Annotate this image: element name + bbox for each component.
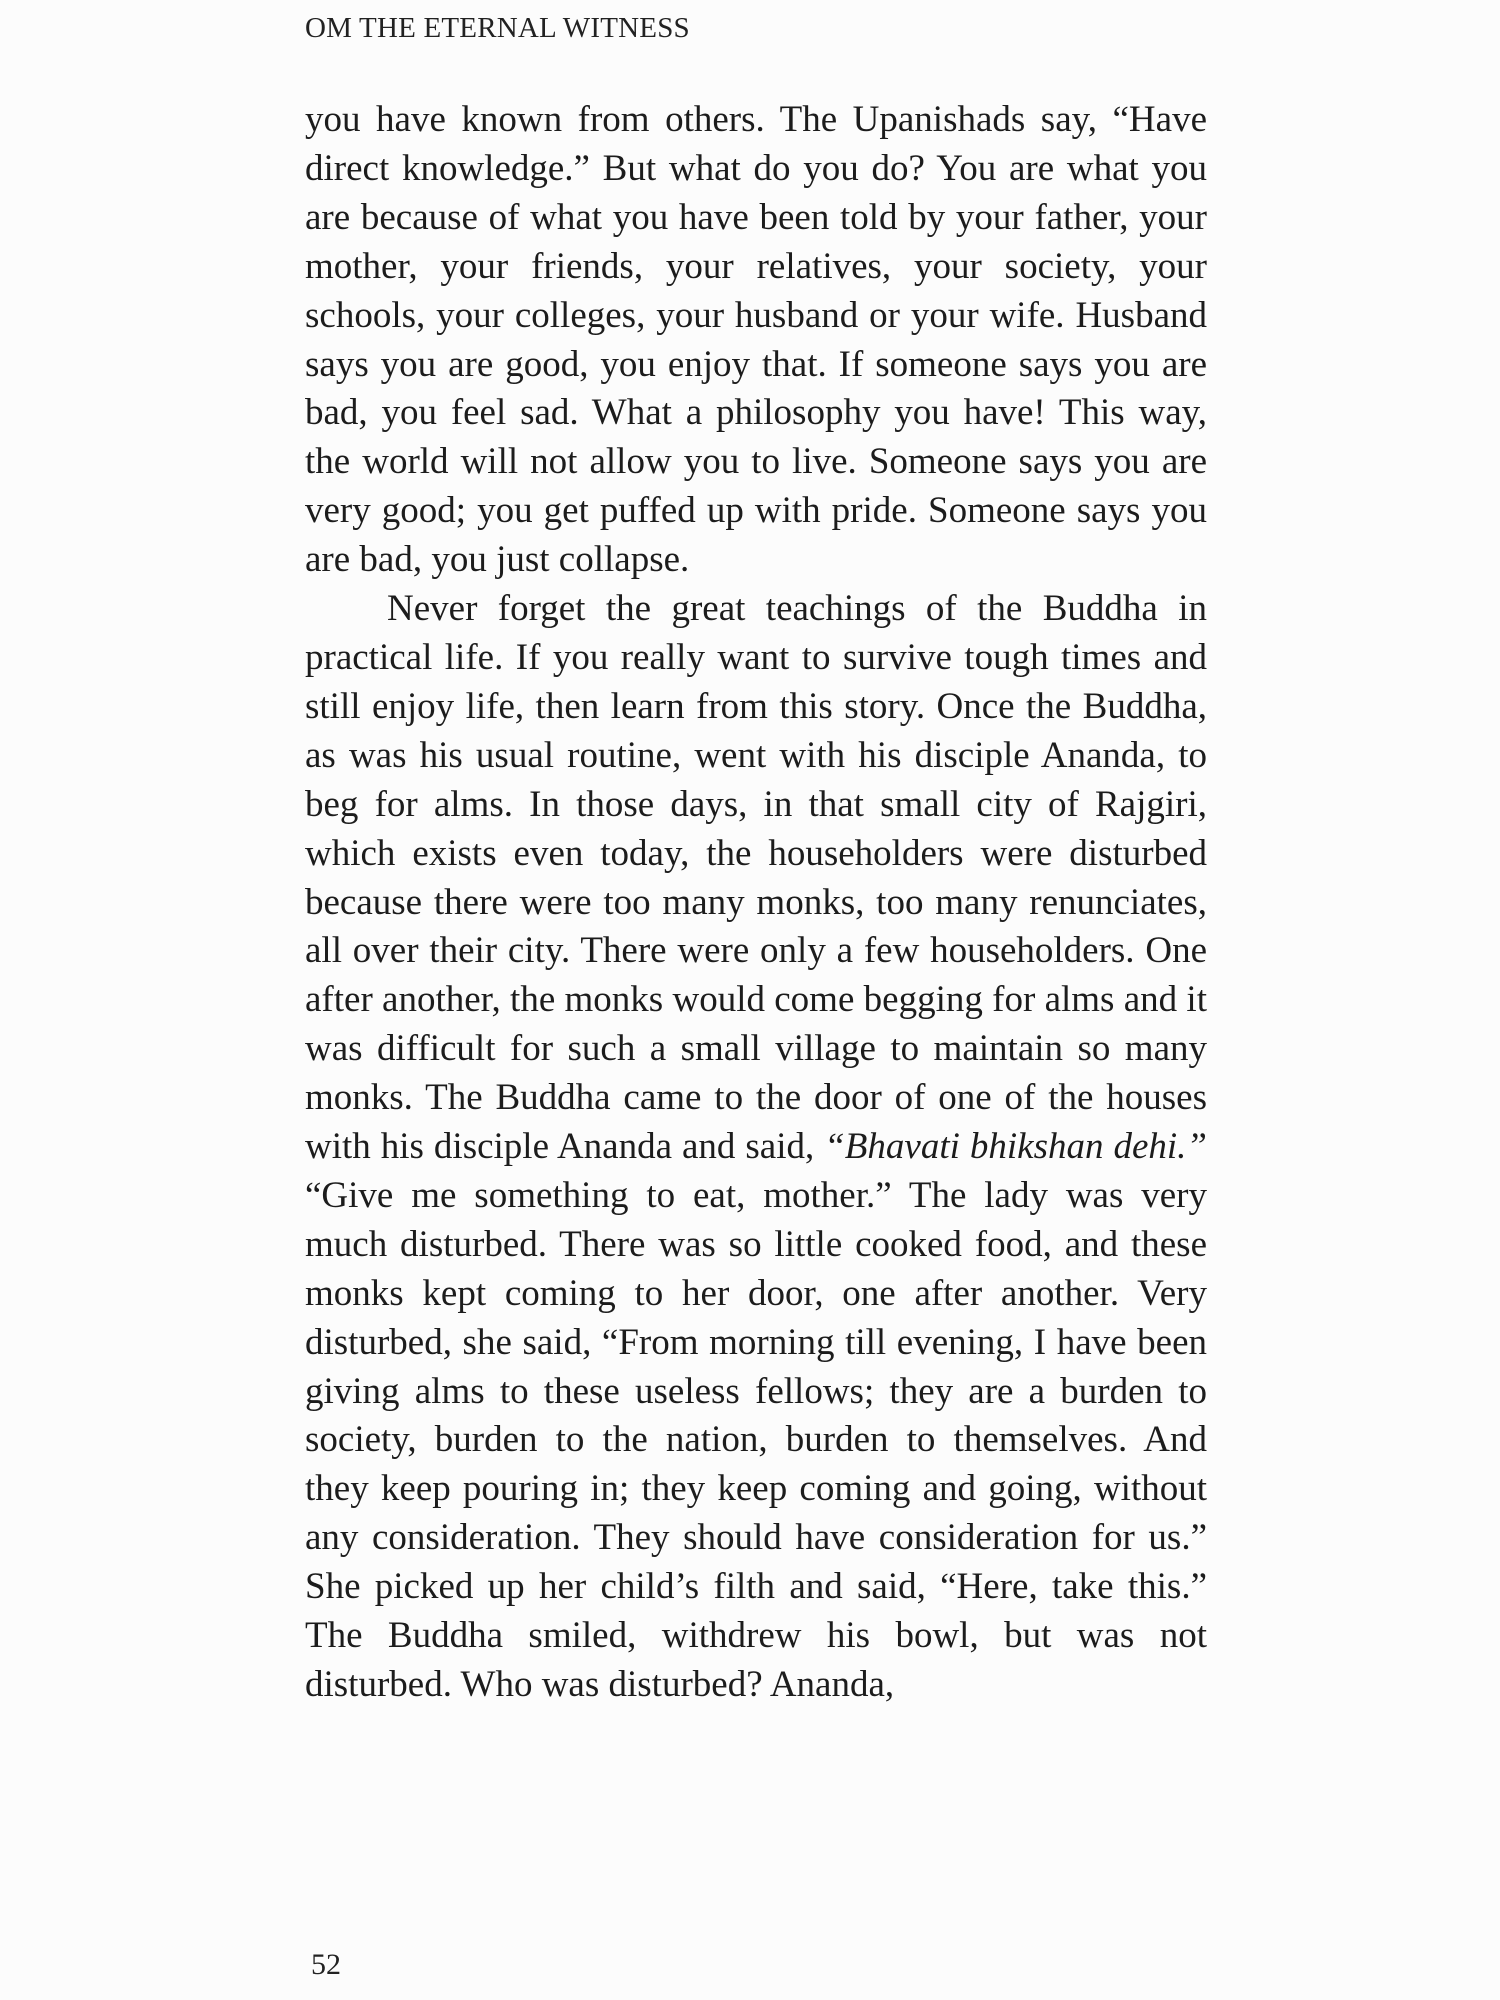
- paragraph-2-text-start: Never forget the great teachings of the Buddha in practical life. If you really want to survive tough times and still enjoy life, then learn from this story. Once the Buddha, as was his usual routine, went with his disciple Ananda, to beg for alms. In those days, in that small city of Rajgiri, which exists even today, the householders were disturbed because there were too many monks, too many renunciates, all over their city. There were only a few householders. One after another, the monks would come begging for alms and it was difficult for such a small village to maintain so many monks. The Buddha came to the door of one of the houses with his disciple Ananda and said,: [305, 588, 1207, 1168]
- page-number: 52: [311, 1948, 341, 1981]
- sanskrit-phrase: “Bhavati bhikshan dehi.”: [824, 1126, 1207, 1168]
- paragraph-2-text-end: “Give me something to eat, mother.” The lady was very much disturbed. There was so little cooked food, and these monks kept coming to her door, one after another. Very disturbed, she said, “From morning till evening, I have been giving alms to these useless fellows; they are a burden to society, burden to the nation, burden to themselves. And they keep pouring in; they keep coming and going, without any consideration. They should have consideration for us.” She picked up her child’s filth and said, “Here, take this.” The Buddha smiled, withdrew his bowl, but was not disturbed. Who was disturbed? Ananda,: [305, 1174, 1207, 1705]
- paragraph-2: [305, 585, 1207, 1710]
- running-header: OM THE ETERNAL WITNESS: [305, 12, 690, 44]
- body-text: [305, 96, 1207, 1710]
- paragraph-1: you have known from others. The Upanishads say, “Have direct knowledge.” But what do you do? You are what you are because of what you have been told by your father, your mother, your friends, your relatives, your society, your schools, your colleges, your husband or your wife. Husband says you are good, you enjoy that. If someone says you are bad, you feel sad. What a philosophy you have! This way, the world will not allow you to live. Someone says you are very good; you get puffed up with pride. Someone says you are bad, you just collapse.: [305, 99, 1207, 581]
